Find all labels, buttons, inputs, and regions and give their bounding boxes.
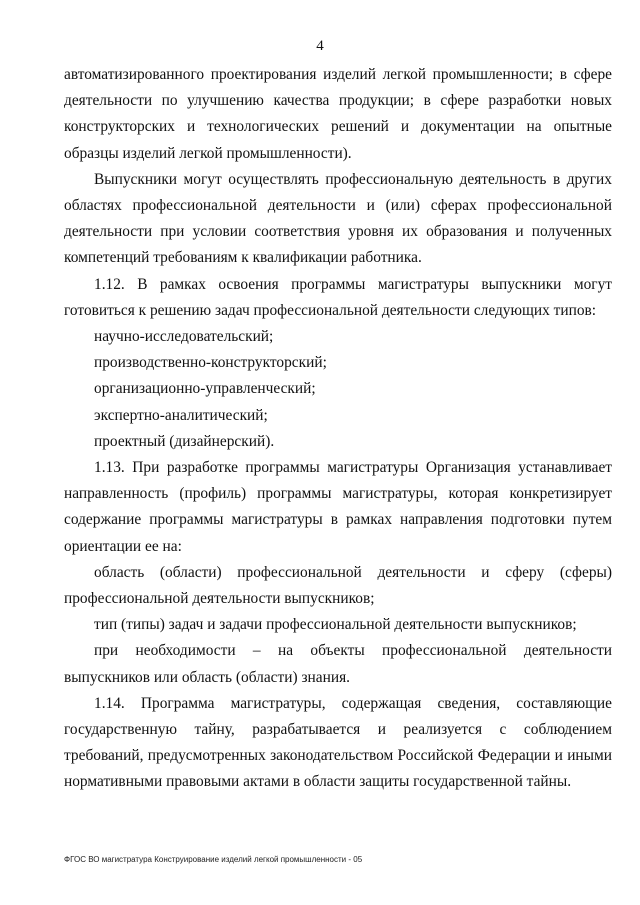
page-footer: ФГОС ВО магистратура Конструирование изделий легкой промышленности - 05 [64,855,363,864]
paragraph-task-types: тип (типы) задач и задачи профессиональной деятельности выпускников; [94,616,577,634]
list-item-type: проектный (дизайнерский). [94,432,275,450]
paragraph-1-12: 1.12. В рамках освоения программы магистратуры выпускники могут готовиться к решению задач профессиональной деятельности следующих типов: [64,275,612,319]
paragraph-1-13: 1.13. При разработке программы магистратуры Организация устанавливает направленность (профиль) программы магистратуры, которая конкретизирует содержание программы магистратуры в рамках направления подготовки путем ориентации ее на: [64,459,612,555]
paragraph-continuation: автоматизированного проектирования изделий легкой промышленности; в сфере деятельности по улучшению качества продукции; в сфере разработки новых конструкторских и технологических решений и документации на опытные образцы изделий легкой промышленности). [64,66,612,162]
paragraph-objects-of-activity: при необходимости – на объекты профессиональной деятельности выпускников или область (области) знания. [64,642,612,686]
document-body [64,62,612,796]
paragraph-area-of-activity: область (области) профессиональной деятельности и сферу (сферы) профессиональной деятельности выпускников; [64,563,612,608]
list-item-type: научно-исследовательский; [94,328,274,346]
list-item-type: организационно-управленческий; [94,380,316,398]
paragraph-1-14: 1.14. Программа магистратуры, содержащая сведения, составляющие государственную тайну, разрабатывается и реализуется с соблюдением требований, предусмотренных законодательством Российской Федерации и иными нормативными правовыми актами в области защиты государственной тайны. [64,694,612,791]
paragraph-graduates-other-areas: Выпускники могут осуществлять профессиональную деятельность в других областях профессиональной деятельности и (или) сферах профессиональной деятельности при условии соответствия уровня их образования и полученных компетенций требованиям к квалификации работника. [64,170,612,267]
list-item-type: экспертно-аналитический; [94,406,268,424]
list-item-type: производственно-конструкторский; [94,354,327,372]
page-number: 4 [316,38,324,54]
